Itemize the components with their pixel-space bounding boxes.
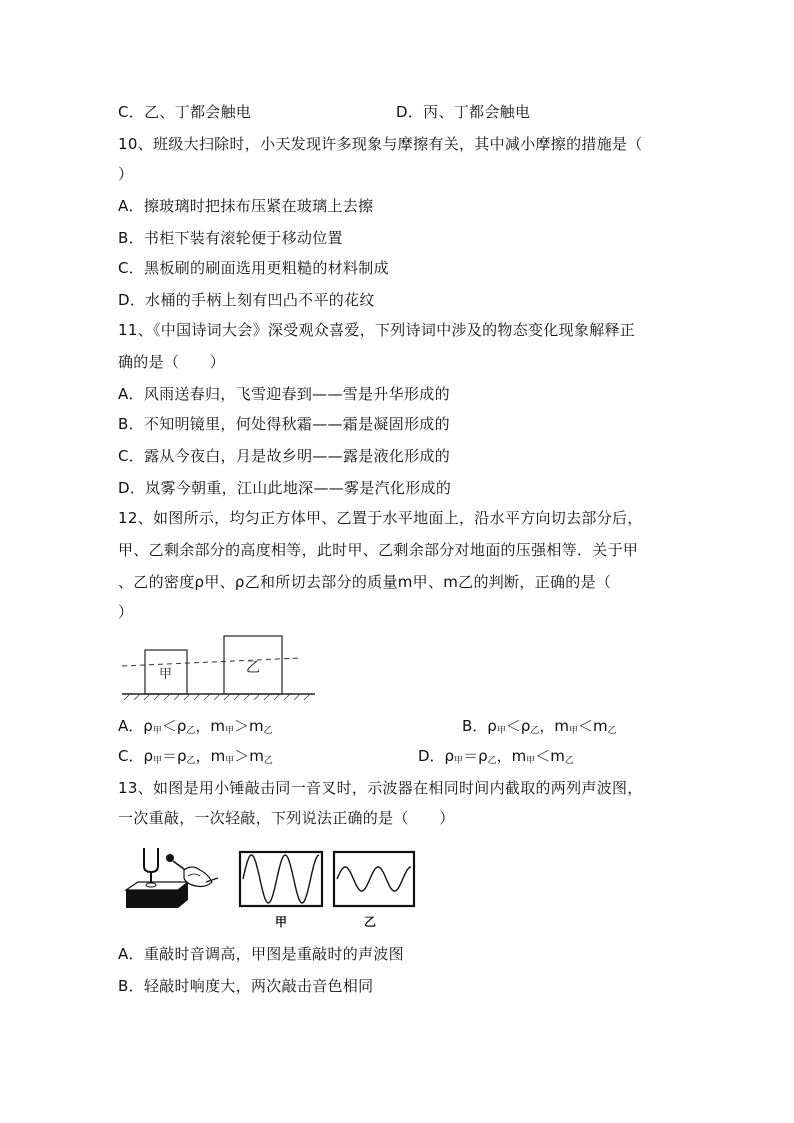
- q11-option-d: D．岚雾今朝重，江山此地深——雾是汽化形成的: [118, 479, 452, 497]
- q12-option-d: D．$\rho_甲=\rho_乙$，$m_甲<m_乙$: [418, 747, 574, 766]
- q11-stem-line1: 11、《中国诗词大会》深受观众喜爱，下列诗词中涉及的物态变化现象解释正: [118, 321, 636, 339]
- q10-option-d: D．水桶的手柄上刻有凹凸不平的花纹: [118, 291, 375, 309]
- q12-stem-line2: 甲、乙剩余部分的高度相等，此时甲、乙剩余部分对地面的压强相等．关于甲: [118, 541, 639, 559]
- q12-option-c: C．$\rho_甲=\rho_乙$，$m_甲>m_乙$: [118, 747, 273, 766]
- q9-option-d: D．丙、丁都会触电: [396, 103, 531, 121]
- q12-stem-line1: 12、如图所示，均匀正方体甲、乙置于水平地面上，沿水平方向切去部分后，: [118, 509, 643, 527]
- q13-stem-line1: 13、如图是用小锤敲击同一音叉时，示波器在相同时间内截取的两列声波图，: [118, 779, 643, 797]
- q10-stem-line1: 10、班级大扫除时，小天发现许多现象与摩擦有关，其中减小摩擦的措施是（: [118, 135, 643, 153]
- q13-stem-line2: 一次重敲，一次轻敲，下列说法正确的是（ ）: [118, 809, 455, 827]
- ground-hatching: [124, 694, 310, 700]
- q13-option-b: B．轻敲时响度大，两次敲击音色相同: [118, 977, 374, 995]
- q11-option-c: C．露从今夜白，月是故乡明——露是液化形成的: [118, 447, 451, 465]
- q11-option-b: B．不知明镜里，何处得秋霜——霜是凝固形成的: [118, 415, 450, 433]
- q11-stem-line2: 确的是（ ）: [118, 353, 226, 371]
- q10-stem-line2: ）: [118, 165, 134, 183]
- q11-option-a: A．风雨送春归，飞雪迎春到——雪是升华形成的: [118, 385, 450, 403]
- q10-option-b: B．书柜下装有滚轮便于移动位置: [118, 229, 343, 247]
- q10-option-a: A．擦玻璃时把抹布压紧在玻璃上去擦: [118, 197, 374, 215]
- tuning-fork-icon: [126, 848, 188, 908]
- q13-oscilloscope-figure: [122, 842, 422, 932]
- block-yi-label: 乙: [246, 660, 260, 676]
- q12-option-b: B．$\rho_甲<\rho_乙$，$m_甲<m_乙$: [462, 717, 617, 736]
- block-jia-label: 甲: [159, 667, 173, 682]
- waveform-yi-label: 乙: [364, 915, 377, 929]
- q12-blocks-figure: [120, 630, 320, 702]
- q12-stem-line4: ）: [118, 603, 134, 621]
- q12-option-a: A．$\rho_甲<\rho_乙$，$m_甲>m_乙$: [118, 717, 273, 736]
- q10-option-c: C．黑板刷的刷面选用更粗糙的材料制成: [118, 259, 389, 277]
- q13-option-a: A．重敲时音调高，甲图是重敲时的声波图: [118, 945, 404, 963]
- q12-stem-line3: 、乙的密度ρ甲、ρ乙和所切去部分的质量m甲、m乙的判断，正确的是（: [118, 573, 612, 591]
- waveform-jia-label: 甲: [275, 915, 288, 929]
- q9-option-c: C．乙、丁都会触电: [118, 103, 252, 121]
- waveform-yi-screen: [334, 852, 414, 906]
